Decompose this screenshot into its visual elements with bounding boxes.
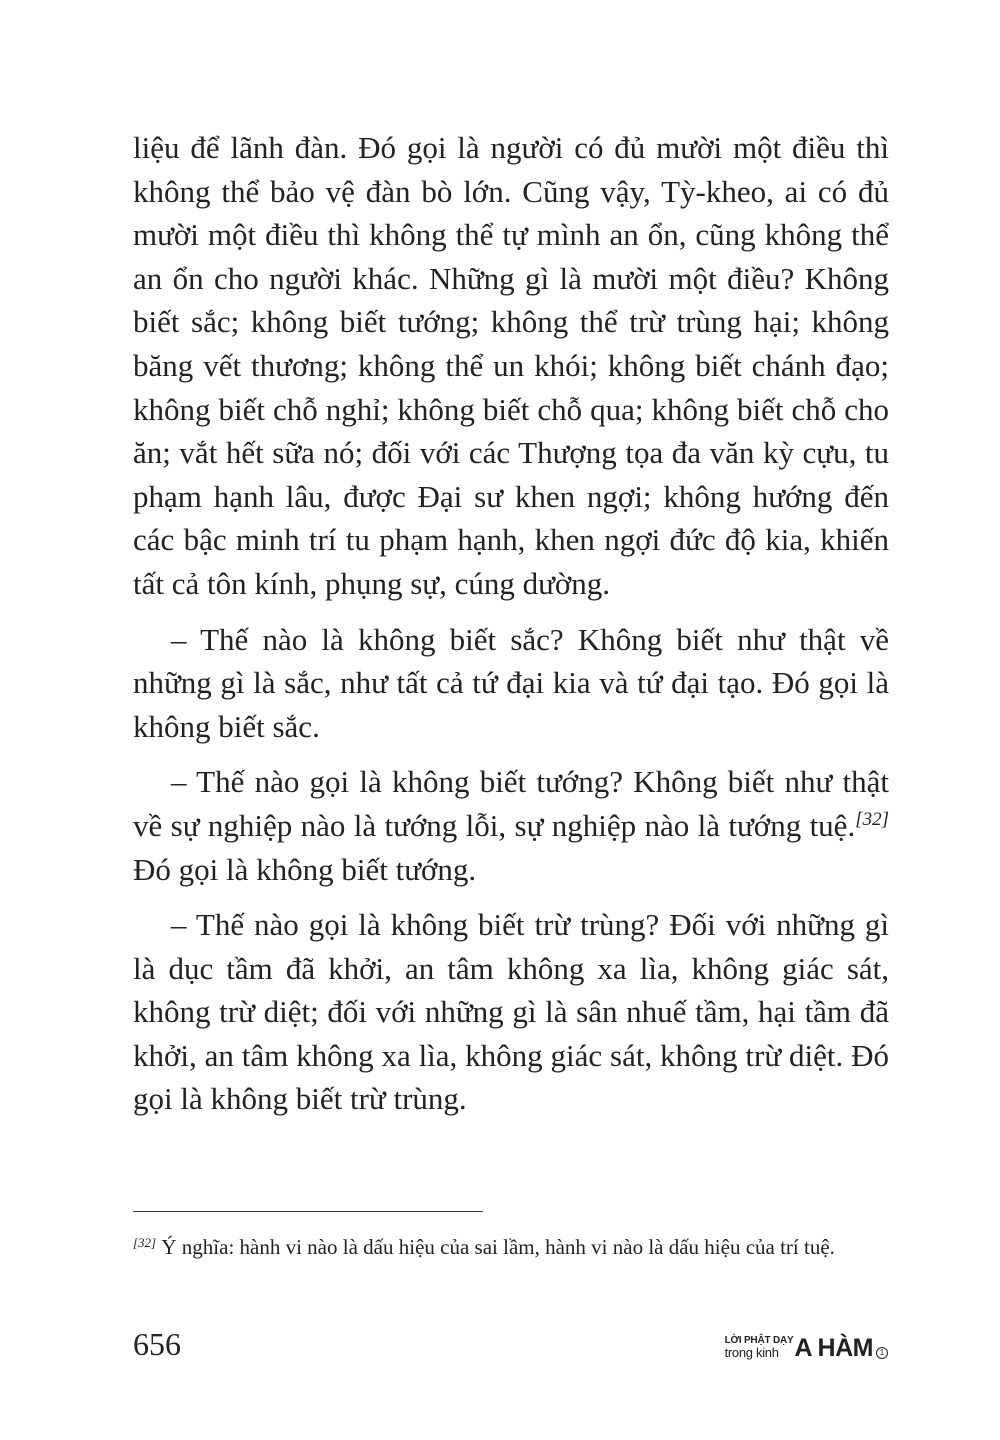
footnote-mark: [32] (133, 1235, 157, 1250)
logo-line-2: trong kinh (724, 1345, 779, 1360)
paragraph-3 (133, 760, 889, 891)
footnote-divider (133, 1211, 483, 1212)
paragraph-2: – Thế nào là không biết sắc? Không biết như thật về những gì là sắc, như tất cả tứ đại kia và tứ đại tạo. Đó gọi là không biết sắc. (133, 621, 889, 744)
logo-line-1: LỜI PHẬT DẠY (724, 1335, 794, 1346)
logo-title-big: A HÀM (794, 1334, 873, 1362)
volume-badge: 1 (876, 1347, 888, 1359)
paragraph-3-text-before: – Thế nào gọi là không biết tướng? Không biết như thật về sự nghiệp nào là tướng lỗi, sự nghiệp nào là tướng tuệ. (133, 764, 889, 843)
book-title-logo (725, 1334, 888, 1361)
footnote (133, 1232, 889, 1262)
footnote-reference[interactable]: [32] (855, 808, 889, 830)
paragraph-4: – Thế nào gọi là không biết trừ trùng? Đối với những gì là dục tầm đã khởi, an tâm không xa lìa, không giác sát, không trừ diệt; đối với những gì là sân nhuế tầm, hại tầm đã khởi, an tâm không xa lìa, không giác sát, không trừ diệt. Đó gọi là không biết trừ trùng. (133, 907, 889, 1117)
logo-small-text (725, 1336, 794, 1359)
footnote-text: Ý nghĩa: hành vi nào là dấu hiệu của sai lầm, hành vi nào là dấu hiệu của trí tuệ. (156, 1235, 835, 1259)
page-body (133, 126, 889, 1133)
paragraph-3-text-after: Đó gọi là không biết tướng. (133, 851, 477, 887)
page-number: 656 (133, 1326, 181, 1362)
paragraph-1: liệu để lãnh đàn. Đó gọi là người có đủ mười một điều thì không thể bảo vệ đàn bò lớn. Cũng vậy, Tỳ-kheo, ai có đủ mười một điều thì không thể tự mình an ổn, cũng không thể an ổn cho người khác. Những gì là mười một điều? Không biết sắc; không biết tướng; không thể trừ trùng hại; không băng vết thương; không thể un khói; không biết chánh đạo; không biết chỗ nghỉ; không biết chỗ qua; không biết chỗ cho ăn; vắt hết sữa nó; đối với các Thượng tọa đa văn kỳ cựu, tu phạm hạnh lâu, được Đại sư khen ngợi; không hướng đến các bậc minh trí tu phạm hạnh, khen ngợi đức độ kia, khiến tất cả tôn kính, phụng sự, cúng dường. (133, 130, 889, 601)
